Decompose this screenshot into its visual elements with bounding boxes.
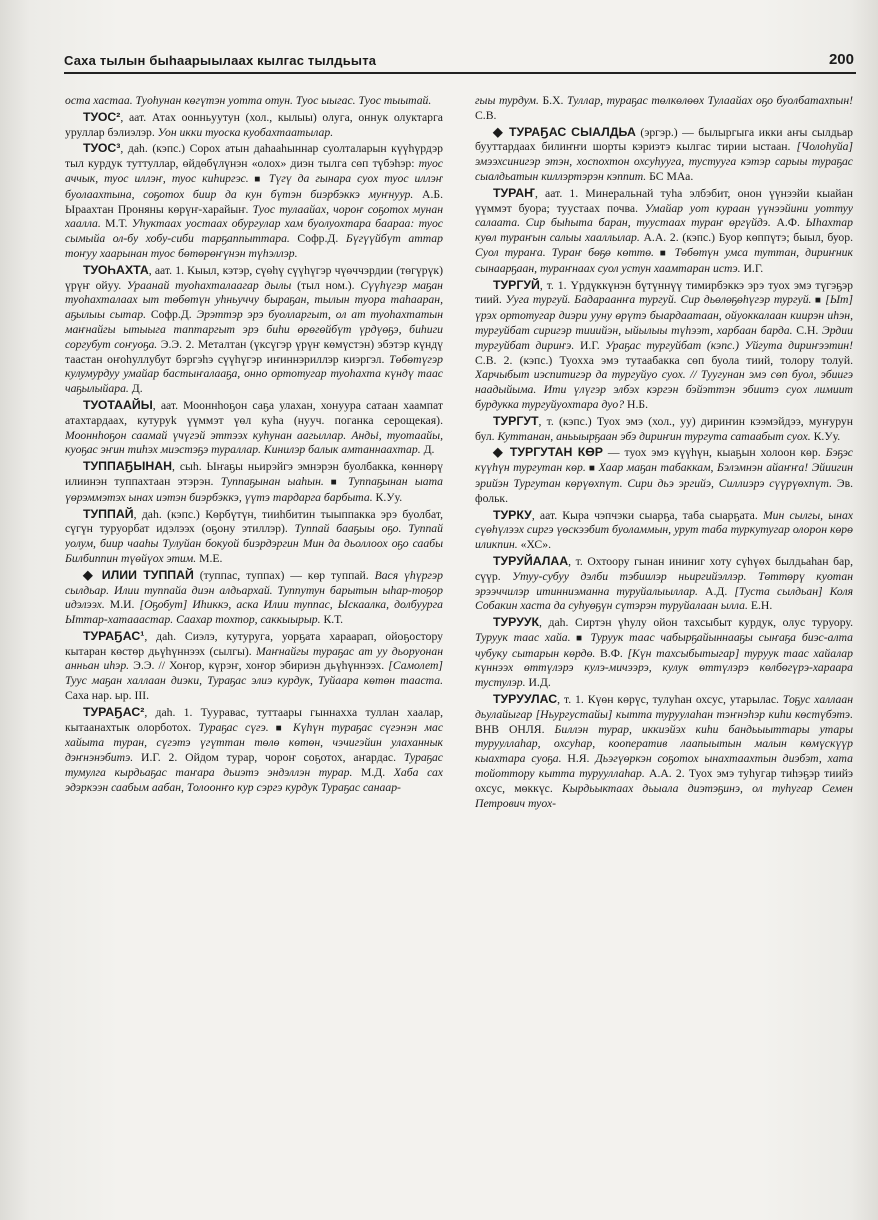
entry-example: Тураҕас тумулга кырдьаҕас таҥара дьиэтэ эндэллэн турар.: [65, 751, 443, 780]
entry-example: [Күн тахсыбытыгар] туруук таас хайалар күннээх өттүлэрэ кулэ-мичээрэ, кулук өттүлэрэ көлбөгүрэ-хараара тустулэр.: [475, 646, 853, 690]
example-marker: ■: [653, 247, 675, 259]
entry-example: Сүүһүгэр маҕан туоһахталаах ыт төбөтүн уһньуччу быраҕан, тылын туора таһааран, аҕылыы сытар.: [65, 278, 443, 322]
dictionary-entry: [475, 554, 853, 614]
entry-definition: Н.Б.: [624, 397, 648, 411]
entry-headword: ТУППАҔЫНАН: [83, 459, 173, 474]
entry-definition: Софр.Д.: [289, 232, 346, 246]
entry-headword: ◆ ИЛИИ ТУППАЙ: [83, 567, 194, 582]
dictionary-entry: [65, 459, 443, 505]
entry-example: Умайар уот кураан үүнээйини уоттуу салаата. Сир быһыта баран, туустаах тураҥ өргүйдэ.: [475, 201, 853, 230]
entry-example: Туллар, тураҕас төлкөлөөх Тулаайах оҕо буолбатахпын!: [567, 94, 853, 107]
entry-definition: М.Е.: [196, 551, 223, 565]
entry-example: [Самолет] Туус маҕан халлаан диэки, Тураҕас элиэ курдук, Туйаара көтөн тааста.: [65, 659, 443, 688]
entry-example: Ууга тургуй. Бадараанҥа тургуй. Сир дьөлөҕөһүгэр тургуй.: [505, 293, 812, 307]
entry-definition: , даһ. (кэпс.) Көрбүтүн, тииһбитин тыыппакка эрэ буолбат, сүгүн туруорбат идэлээх (оҕону этиллэр).: [65, 507, 443, 536]
entry-headword: ТУРАҔАС²: [83, 704, 145, 719]
entry-definition: А.Б. Ыраахтан Проняны көрүҥ-харайыҥ.: [65, 187, 443, 216]
dictionary-title: Саха тылын быһаарыылаах кылгас тылдьыта: [64, 53, 377, 68]
dictionary-entry: [65, 568, 443, 628]
entry-definition: (тыл ном.).: [291, 278, 361, 292]
entry-definition: К.Т.: [320, 613, 344, 627]
example-marker: ■: [585, 463, 599, 475]
entry-definition: М.И.: [104, 598, 140, 612]
entry-headword: ◆ ТУРАҔАС СЫАЛДЬА: [493, 124, 636, 139]
entry-definition: Саха нар. ыр. III.: [65, 689, 150, 703]
example-marker: ■: [248, 173, 269, 185]
entry-definition: Д.: [128, 382, 143, 396]
dictionary-entry: [65, 398, 443, 458]
entry-definition: Э.Э. // Хоҥор, күрэҥ, хоҥор эбириэн дьүһүннээх.: [129, 659, 389, 673]
entry-example: Бүгүүйбүт аттар тоҥуу хаарынан туос бөтөрөҥүнэн түһэллэр.: [65, 232, 443, 260]
entry-definition: Эв. фольк.: [475, 476, 853, 505]
dictionary-entry: [475, 692, 853, 811]
dictionary-entry: [65, 94, 443, 109]
dictionary-entry: [475, 414, 853, 445]
dictionary-entry: [475, 508, 853, 553]
entry-example: [Оҕобут] Иһиккэ, аска Илии туппас, Ыскаалка, долбуурга Ыттар-хатааастар. Саахар тохтор, саккыырыр.: [65, 598, 443, 627]
dictionary-entry: [475, 615, 853, 691]
dictionary-entry: [475, 94, 853, 124]
entry-example: Күһүн тураҕас сүгэнэн мас хайыта туран, сүгэтэ үгүттан төлө көтөн, чэчигэйин улаханнык дэҥнэнэбитэ.: [65, 720, 443, 765]
entry-example: Эрдии тургуйбат дириҥэ.: [475, 323, 853, 352]
entry-headword: ТУРУУЛАС: [493, 692, 558, 707]
entry-definition: И.Д.: [525, 676, 551, 690]
dictionary-entry: [475, 278, 853, 413]
dictionary-entry: [65, 141, 443, 261]
entry-definition: Софр.Д.: [146, 308, 197, 322]
entry-definition: , т. Охтоору гынан ининиг хоту сүһүөх былдьаһан бар, сүүр.: [475, 554, 853, 583]
dictionary-entry: [65, 705, 443, 796]
dictionary-entry: [65, 263, 443, 397]
entry-headword: ТУРАҤ: [493, 185, 535, 200]
entry-definition: , аат. 1. Минеральнай туһа элбэбит, онон үүнээйи кыайан үүммэт буора; туустаах почва.: [475, 186, 853, 215]
entry-headword: ТУРГУЙ: [493, 277, 540, 292]
entry-example: Утуу-субуу дэлби тэбиилэр ньиргийэллэр. Төттөрү куотан эрээччилэр итинниэманна туруйалыыллар.: [475, 569, 853, 598]
entry-example: Маҥнайгы тураҕас ат уу дьоруонан анньан иһэр.: [65, 644, 443, 673]
entry-example: Куттанан, аньыырҕаан эбэ дириҥин тургута сатаабыт суох.: [497, 429, 811, 443]
entry-definition: (туппас, туппах) — көр туппай.: [193, 568, 375, 582]
entry-definition: Б.Х.: [538, 94, 568, 107]
entry-definition: «ХС».: [517, 538, 551, 552]
entry-definition: А.Ф.: [770, 216, 806, 230]
entry-example: Ураанай туоһахталаагар дылы: [126, 278, 292, 292]
dictionary-entry: [65, 110, 443, 141]
entry-example: [Чолоһуйа] эмээхсинигэр этэн, хоспохтон охсуһууга, тустууга кэтэр сарыы тураҕас сыалдьатын киллэртэрэн кэппит.: [475, 140, 853, 183]
entry-definition: , т. 1. Үрдүккүнэн бүтүннүү тимирбэккэ эрэ туох эмэ түгэҕэр тиий.: [475, 278, 853, 307]
entry-headword: ТУРГУТ: [493, 413, 539, 428]
entry-example: Эрэттэр эрэ буолларгыт, ол ат туоһахтатын маҥнайгы ытыыга таптаргыт эрэ биһи өрөгөйбүт үрдүөҕэ, биһиги соргубут соҥуоҕа.: [65, 308, 443, 351]
entry-definition: , даһ. Сиэлэ, кутуруга, уорҕата хараарап, ойоҕостору кытаран көстөр дьүһүннээх (сылгы).: [65, 629, 443, 658]
entry-example: оста хастаа. Туоһунан көгүтэн уотта отун. Туос ыыгас. Туос тыытай.: [65, 94, 432, 107]
entry-example: Ураҕас тургуйбат (кэпс.) Уйгута дириҥээтин!: [605, 338, 853, 352]
entry-definition: И.Г. 2. Ойдом турар, чороҥ соҕотох, аҥардас.: [133, 751, 404, 765]
entry-headword: ТУРАҔАС¹: [83, 628, 145, 643]
entry-headword: ◆ ТУРГУТАН КӨР: [493, 445, 604, 460]
right-column: [475, 94, 853, 1174]
left-column: [65, 94, 443, 1174]
entry-definition: , сыһ. Ыҥаҕы ньирэйгэ эмнэрэн буолбакка, көннөрү илиинэн туппахтаан этэрэн.: [65, 460, 443, 488]
entry-example: Тоҕус халлаан дьулайыгар [Ньургустайы] кытта туруулаһан тэҥнэһэр киһи көстүбэтэ.: [475, 693, 853, 721]
entry-example: [Ыт] үрэх ортотугар диэри ууну өрүтэ быардаатаан, ойуоккалаан киирэн иһэн, тургуйбат сиригэр тииийэн, ыйылыы түһээт, харбаан барда.: [475, 293, 853, 337]
entry-definition: К.Уу.: [810, 429, 841, 443]
entry-definition: ВНВ ОНЛЯ.: [475, 722, 555, 736]
entry-example: Кырдьыктаах дьыала диэтэҕинэ, ол туһугар Семен Петрович туох-: [475, 781, 853, 810]
dictionary-entry: [65, 629, 443, 704]
entry-definition: К.Уу.: [372, 490, 403, 504]
entry-definition: , аат. Кыра чэпчэки сыарҕа, таба сыарҕата.: [531, 508, 763, 522]
entry-example: Түгү да гынара суох туос иллэҥ буолаахтына, соҕотох биир да кун бүтэн биэрбэккэ муҥнуур.: [65, 171, 443, 201]
entry-definition: Е.Н.: [747, 599, 773, 613]
dictionary-entry: [475, 445, 853, 506]
entry-headword: ТУРУЙАЛАА: [493, 553, 569, 568]
example-marker: ■: [323, 476, 349, 488]
entry-example: Уһуктаах уостаах обургулар хам буолуохтара баараа: туос сымыйа ол-бу хобу-сиби тарҕаппыттара.: [65, 217, 443, 246]
dictionary-entry: [475, 186, 853, 277]
entry-example: Туппаҕынан ыата үөрэммэтэх ынах иэтэн биэрбэккэ, үүтэ тардарга барбыта.: [65, 474, 443, 504]
entry-example: [Туста сылдьан] Коля Собакин хаста да суһуөҕүн сүтэрэн туруйалаан ылла.: [475, 584, 853, 613]
entry-example: Уон икки туоска куобахтаатылар.: [157, 125, 334, 139]
entry-example: Харчыбыт иэспитигэр да тургуйуо суох. // Туугунан эмэ сөп буол, эбиигэ наадыйыма. Ити үлүгэр элбэх кэргэн бэйэттэн эбиитэ суох лимиит бурдукка тургуйуохтара дуо?: [475, 368, 853, 411]
entry-definition: , аат. Мооннһоҕон саҕа улахан, хонуура сатаан хаампат атахтардаах, кутуруk үүммэт үөл куһа (нууч. поганка серощекая).: [65, 398, 443, 427]
entry-example: Туос тулаайах, чороҥ соҕотох мунан хаалла.: [65, 202, 443, 231]
entry-example: Мооннһоҕон саамай үчүгэй эттээх куһунан аагыллар. Андьі, туотаайы, куоҕас эҥин тиһэх миэстэҕэ тураллар. Кинилэр балык амтаннаахтар.: [65, 428, 443, 457]
example-marker: ■: [811, 295, 826, 307]
entry-definition: Д.: [420, 443, 435, 457]
entry-example: Хаба сах эдэркээн саабым аабан, Толоонҥо кур сэргэ курдук Тураҕас санаар-: [65, 766, 443, 794]
entry-definition: А.А. 2. (кэпс.) Буор көппүтэ; быыл, буор.: [639, 231, 853, 245]
entry-definition: (эргэр.) — былыргыга икки аҥы сылдьар бууттардаах билиҥҥи шорты кэриэтэ кылгас тирии ыстаан.: [475, 125, 853, 154]
entry-example: Мин сылгы, ынах сүөһүлээх сиргэ үөскээбит буоламмын, урут таба туркутугар олорон көрө иликпин.: [475, 508, 853, 552]
entry-example: Туруук таас хайа.: [475, 630, 571, 644]
entry-definition: А.Д.: [697, 584, 735, 598]
entry-definition: , аат. Атах оонньуутун (хол., кылыы) олуга, оннук олуктарга уруллар бэлиэлэр.: [65, 110, 443, 139]
entry-definition: И.Г.: [740, 261, 764, 275]
entry-example: Туруук таас чабырҕайыннааҕы сыҥаҕа биэс-алта чубуку сытарын көрдө.: [475, 630, 853, 660]
entry-definition: Э.Э. 2. Металтан (үксүгэр үрүҥ көмүстэн) эбэтэр күндү таастан оҥоһуллубут бэргэһэ сүүһүгэр иҥиннэриллэр киэргэл.: [65, 337, 443, 366]
entry-example: Суол тураҥа. Тураҥ бөҕө көттө.: [475, 245, 654, 259]
entry-headword: ТУРУУК: [493, 615, 540, 630]
entry-definition: , т. 1. Күөн көрүс, тулуһан охсус, утарылас.: [557, 693, 783, 707]
entry-example: гыы турдум.: [475, 94, 539, 107]
entry-definition: , аат. 1. Кыыл, кэтэр, сүөһү сүүһүгэр чүөччэрдии (төгүрүк) үрүҥ ойуу.: [65, 263, 443, 292]
entry-definition: С.В. 2. (кэпс.) Туохха эмэ тутаабакка сөп буола тиий, толору толуй.: [475, 353, 853, 367]
entry-example: Ыһахтар куөл тураҥын салыы хааллылар.: [475, 216, 853, 245]
entry-definition: В.Ф.: [595, 646, 628, 660]
entry-headword: ТУППАЙ: [83, 506, 134, 521]
entry-definition: — туох эмэ күүһүн, кыаҕын холоон көр.: [603, 446, 826, 460]
entry-definition: С.Н.: [792, 323, 823, 337]
dictionary-entry: [65, 507, 443, 567]
entry-example: Вася үһүргэр сылдьар. Илии туппайа диэн алдьархай. Туппутун барытын ыһар-тоҕор идэлээх.: [65, 568, 443, 612]
entry-definition: , т. (кэпс.) Туох эмэ (хол., уу) дириҥин кээмэйдээ, муҥурун бул.: [475, 414, 853, 443]
entry-definition: И.Г.: [574, 338, 606, 352]
example-marker: ■: [268, 722, 293, 734]
entry-definition: А.А. 2. Туох эмэ туһугар тиһэҕэр тиийэ охсус, мөккүс.: [475, 767, 853, 795]
entry-definition: , даһ. (кэпс.) Сорох атын даһааһыннар суолталарын күүһүрдэр тыл курдук туттуллар, өйдөбүлүнэн «олох» диэн тылга сөп түбэһэр:: [65, 142, 443, 171]
entry-headword: ТУОС³: [83, 141, 121, 156]
entry-example: Төбөтүгэр кулумурдуу умайар бастыҥалааҕа, онно ортотугар туоһахта күндү таас чаҕылыйара.: [65, 352, 443, 396]
entry-definition: , даһ. 1. Тууравас, туттаары гыннахха туллан хаалар, кытаанахтык олорботох.: [65, 705, 443, 734]
entry-definition: М.Т.: [100, 217, 132, 231]
entry-headword: ТУОТААЙЫ: [83, 397, 153, 412]
page-number: 200: [828, 51, 854, 68]
entry-headword: ТУОҺАХТА: [83, 262, 149, 277]
entry-example: Тураҕас сүгэ.: [198, 720, 269, 734]
example-marker: ■: [570, 632, 591, 644]
entry-headword: ТУОС²: [83, 109, 121, 124]
entry-definition: , даһ. Сиртэн үһулу ойон тахсыбыт курдук, олус туруору.: [539, 616, 853, 630]
entry-example: туос аччык, туос иллэҥ, туос киһиргэс.: [65, 157, 443, 185]
entry-example: Бэҕэс күүһүн тургутан көр.: [475, 446, 853, 475]
dictionary-entry: [475, 125, 853, 185]
entry-definition: БС МАа.: [646, 169, 694, 183]
entry-definition: М.Д.: [352, 766, 394, 780]
entry-example: Төбөтүн умса туттан, дириҥник сынаарҕаан, тураҥнаах суол устун хаамтаран истэ.: [475, 245, 853, 275]
entry-example: Биллэн турар, иккиэйэх киһи бандьыыттары утары турууллаһар, охсуһар, кооператив лаапыытын малын көмүскүүр кыахтара суоҕа.: [475, 722, 853, 766]
running-header: [64, 50, 856, 74]
entry-example: Туппай бааҕыы оҕо. Туппай уолум, биир чааһы Тулуйан бокуой биэрдэргин Мин да дьоллоох оҕо саабы Билбиппин түөйүох этим.: [65, 522, 443, 565]
entry-headword: ТУРКУ: [493, 507, 532, 522]
entry-example: Туппаҕынан ыаһын.: [220, 474, 324, 488]
entry-definition: Н.Я.: [561, 752, 596, 766]
entry-definition: С.В.: [475, 108, 497, 122]
entry-example: Дьэгүөркэн соҕотох ынахтаахтын диэбэт, хата тойоттору кытта турууллаһар.: [475, 752, 853, 781]
entry-example: Хаар маҕан табаккам, Бэлэмнэн айаҥҥа! Эйиигин эрийэн Тургутан көрүөхпүт. Сири дьэ эргийэ, Силлиэрэ сүүрүөхпүт.: [475, 461, 853, 490]
